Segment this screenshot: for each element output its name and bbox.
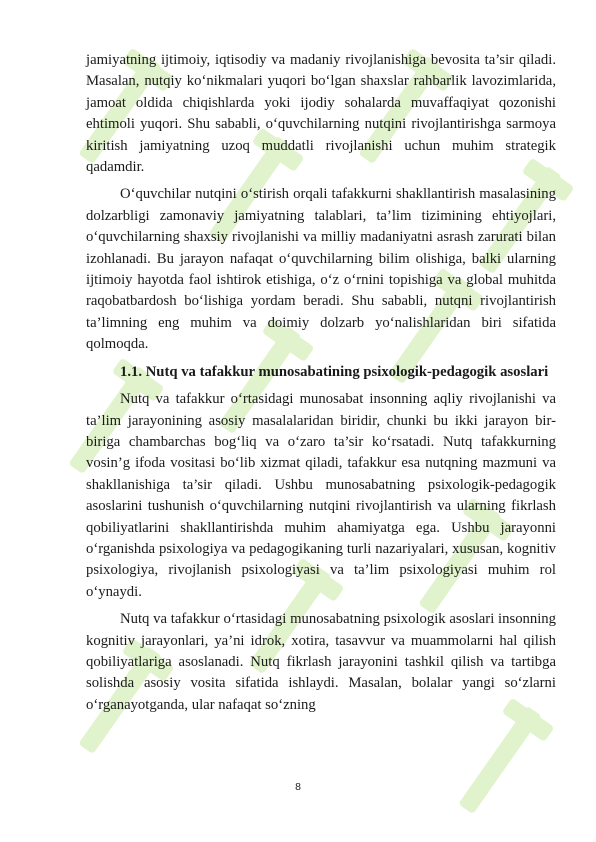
paragraph: O‘quvchilar nutqini o‘stirish orqali tafakkurni shakllantirish masalasining dolzarbligi zamonaviy jamiyatning talablari, ta’lim tizimining ehtiyojlari, o‘quvchilarning shaxsiy rivojlanishi va milliy madaniyatni asrash zarurati bilan izohlanadi. Bu jarayon nafaqat o‘quvchilarning bilim olishiga, balki ularning ijtimoiy hayotda faol ishtirok etishiga, o‘z o‘rnini topishiga va global muhitda raqobatbardosh bo‘lishiga yordam beradi. Shu sababli, nutqni rivojlantirish ta’limning eng muhim va doimiy dolzarb yo‘nalishlaridan biri sifatida qolmoqda. [86, 186, 556, 353]
page-number: 8 [295, 781, 301, 793]
paragraph: jamiyatning ijtimoiy, iqtisodiy va madaniy rivojlanishiga bevosita ta’sir qiladi. Masalan, nutqiy ko‘nikmalari yuqori bo‘lgan shaxslar rahbarlik lavozimlarida, jamoat oldida chiqishlarda yoki ijodiy sohalarda muvaffaqiyat qozonishi ehtimoli yuqori. Shu sababli, o‘quvchilarning nutqini rivojlantirishga sarmoya kiritish jamiyatning uzoq muddatli rivojlanishi uchun muhim strategik qadamdir. [86, 52, 556, 176]
paragraph: Nutq va tafakkur o‘rtasidagi munosabatning psixologik asoslari insonning kognitiv jarayonlari, ya’ni idrok, xotira, tasavvur va muammolarni hal qilish qobiliyatlariga asoslanadi. Nutq fikrlash jarayonini tashkil qilish va tartibga solishda asosiy vosita sifatida ishlaydi. Masalan, bolalar yangi so‘zlarni o‘rganayotganda, ular nafaqat so‘zning [86, 611, 556, 713]
section-heading: 1.1. Nutq va tafakkur munosabatining psixologik-pedagogik asoslari [120, 363, 549, 380]
paragraph: Nutq va tafakkur o‘rtasidagi munosabat insonning aqliy rivojlanishi va ta’lim jarayonining asosiy masalalaridan biridir, chunki bu ikki jarayon bir-biriga chambarchas bog‘liq va o‘zaro ta’sir ko‘rsatadi. Nutq tafakkurning vosin’g ifoda vositasi bo‘lib xizmat qiladi, tafakkur esa nutqning mazmuni va shakllanishiga ta’sir qiladi. Ushbu munosabatning psixologik-pedagogik asoslarini tushunish o‘quvchilarning nutqini rivojlantirish va ularning fikrlash qobiliyatlarini shakllantirishda muhim ahamiyatga ega. Ushbu jarayonni o‘rganishda psixologiya va pedagogikaning turli nazariyalari, xususan, kognitiv psixologiya, rivojlanish psixologiyasi va ta’lim psixologiyasi muhim rol o‘ynaydi. [86, 391, 556, 600]
document-page [86, 50, 556, 716]
